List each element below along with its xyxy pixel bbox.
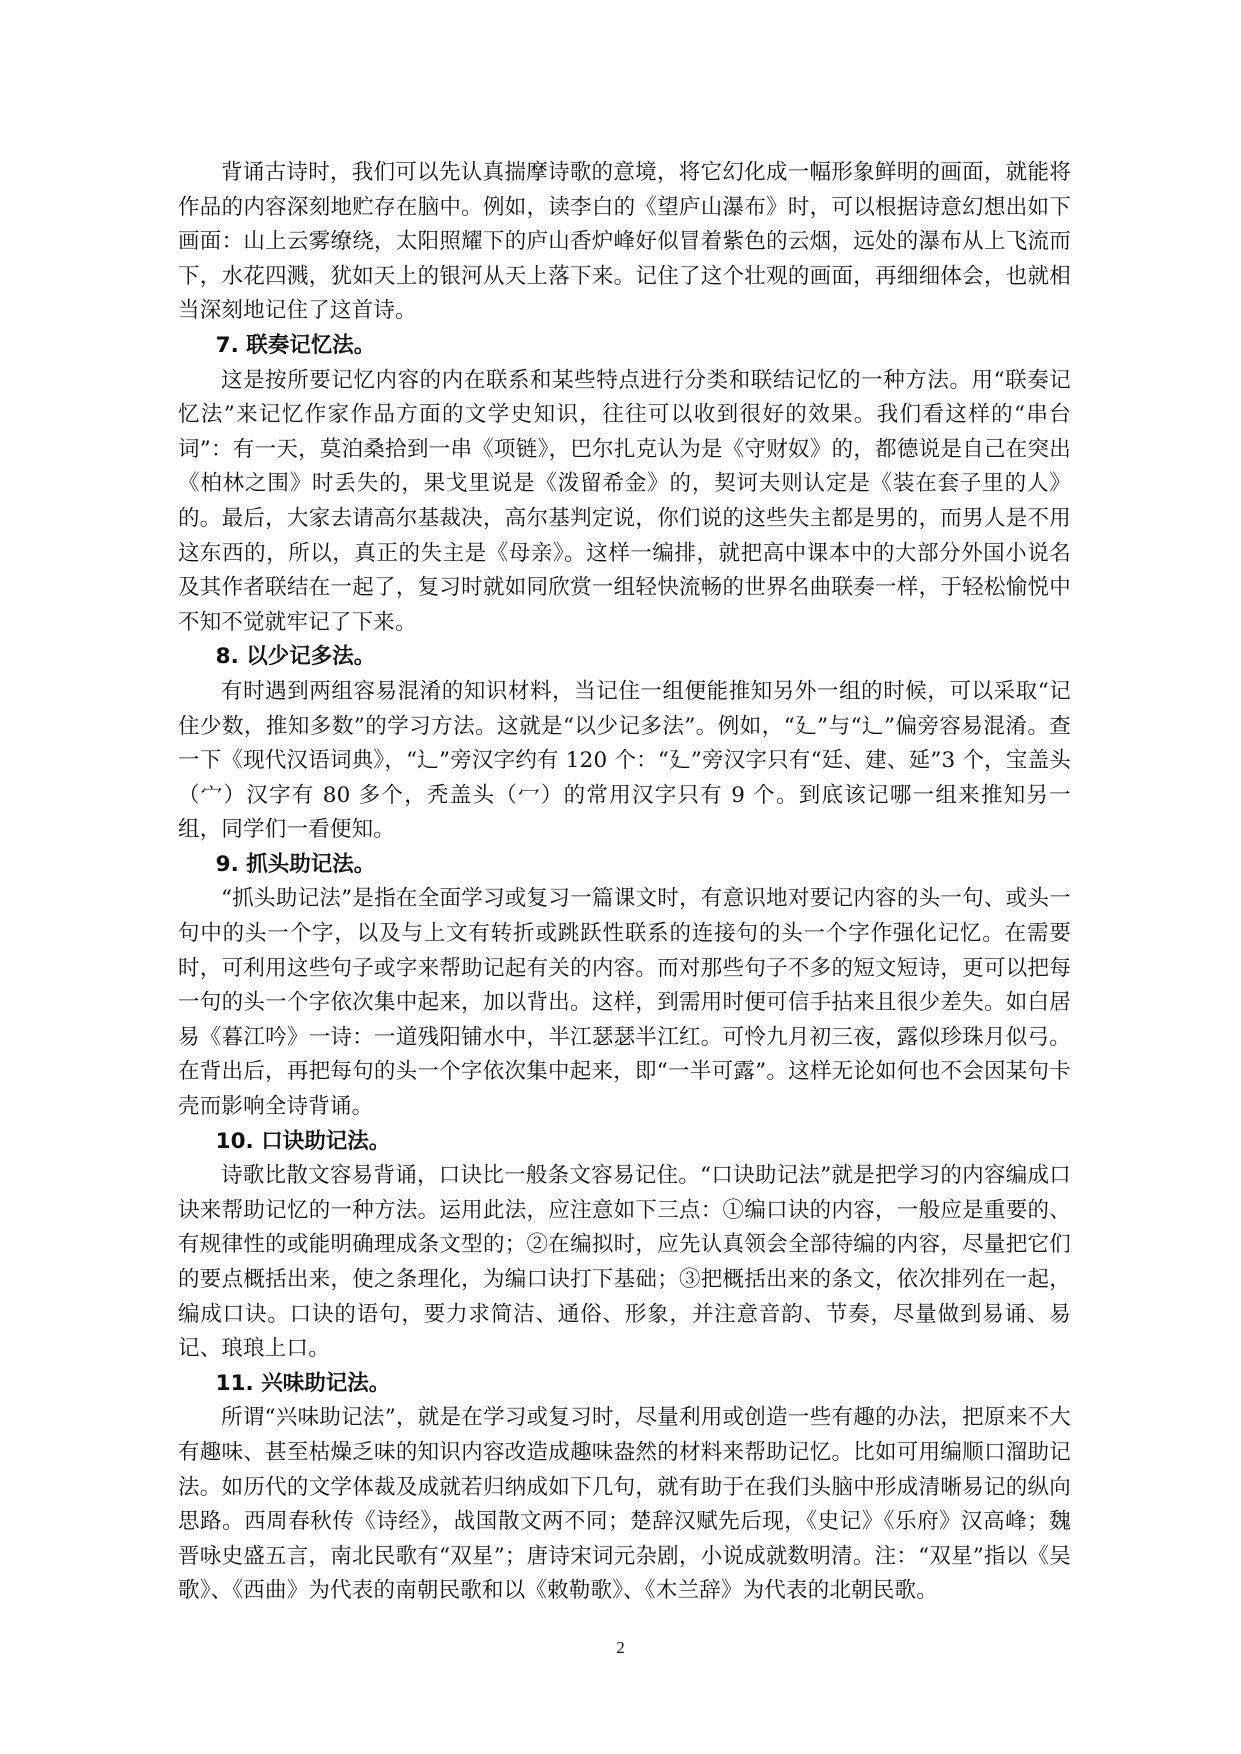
paragraph-8: 有时遇到两组容易混淆的知识材料，当记住一组便能推知另外一组的时候，可以采取“记住少数，推知多数”的学习方法。这就是“以少记多法”。例如，“廴”与“辶”偏旁容易混淆。查一下《现代汉语词典》，“辶”旁汉字约有 120 个：“廴”旁汉字只有“廷、建、延”3 个，宝盖头（宀）汉字有 80 多个，秃盖头（冖）的常用汉字只有 9 个。到底该记哪一组来推知另一组，同学们一看便知。 [178,678,1071,843]
paragraph-10: 诗歌比散文容易背诵，口诀比一般条文容易记住。“口诀助记法”就是把学习的内容编成口诀来帮助记忆的一种方法。运用此法，应注意如下三点：①编口诀的内容，一般应是重要的、有规律性的或能明确理成条文型的；②在编拟时，应先认真领会全部待编的内容，尽量把它们的要点概括出来，使之条理化，为编口诀打下基础；③把概括出来的条文，依次排列在一起，编成口诀。口诀的语句，要力求简洁、通俗、形象，并注意音韵、节奏，尽量做到易诵、易记、琅琅上口。 [178,1163,1071,1362]
section-heading-8: 8. 以少记多法。 [215,644,376,670]
section-heading-9: 9. 抓头助记法。 [215,851,376,877]
paragraph-7: 这是按所要记忆内容的内在联系和某些特点进行分类和联结记忆的一种方法。用“联奏记忆法”来记忆作家作品方面的文学史知识，往往可以收到很好的效果。我们看这样的“串台词”：有一天，莫泊桑拾到一串《项链》，巴尔扎克认为是《守财奴》的，都德说是自己在突出《柏林之围》时丢失的，果戈里说是《泼留希金》的，契诃夫则认定是《装在套子里的人》的。最后，大家去请高尔基裁决，高尔基判定说，你们说的这些失主都是男的，而男人是不用这东西的，所以，真正的失主是《母亲》。这样一编排，就把高中课本中的大部分外国小说名及其作者联结在一起了，复习时就如同欣赏一组轻快流畅的世界名曲联奏一样，于轻松愉悦中不知不觉就牢记了下来。 [178,367,1071,635]
paragraph-11: 所谓“兴味助记法”，就是在学习或复习时，尽量利用或创造一些有趣的办法，把原来不大有趣味、甚至枯燥乏味的知识内容改造成趣味盎然的材料来帮助记忆。比如可用编顺口溜助记法。如历代的文学体裁及成就若归纳成如下几句，就有助于在我们头脑中形成清晰易记的纵向思路。西周春秋传《诗经》，战国散文两不同；楚辞汉赋先后现，《史记》《乐府》汉高峰；魏晋咏史盛五言，南北民歌有“双星”；唐诗宋词元杂剧，小说成就数明清。注：“双星”指以《吴歌》、《西曲》为代表的南朝民歌和以《敕勒歌》、《木兰辞》为代表的北朝民歌。 [178,1405,1071,1604]
paragraph-intro: 背诵古诗时，我们可以先认真揣摩诗歌的意境，将它幻化成一幅形象鲜明的画面，就能将作品的内容深刻地贮存在脑中。例如，读李白的《望庐山瀑布》时，可以根据诗意幻想出如下画面：山上云雾缭绕，太阳照耀下的庐山香炉峰好似冒着紫色的云烟，远处的瀑布从上飞流而下，水花四溅，犹如天上的银河从天上落下来。记住了这个壮观的画面，再细细体会，也就相当深刻地记住了这首诗。 [178,160,1071,324]
document-body [178,156,1071,1609]
section-heading-7: 7. 联奏记忆法。 [215,332,376,358]
page-number: 2 [616,1638,625,1657]
section-heading-10: 10. 口诀助记法。 [215,1128,391,1154]
section-heading-11: 11. 兴味助记法。 [215,1370,391,1396]
paragraph-9: “抓头助记法”是指在全面学习或复习一篇课文时，有意识地对要记内容的头一句、或头一句中的头一个字，以及与上文有转折或跳跃性联系的连接句的头一个字作强化记忆。在需要时，可利用这些句子或字来帮助记起有关的内容。而对那些句子不多的短文短诗，更可以把每一句的头一个字依次集中起来，加以背出。这样，到需用时便可信手拈来且很少差失。如白居易《暮江吟》一诗：一道残阳铺水中，半江瑟瑟半江红。可怜九月初三夜，露似珍珠月似弓。在背出后，再把每句的头一个字依次集中起来，即“一半可露”。这样无论如何也不会因某句卡壳而影响全诗背诵。 [178,886,1071,1120]
